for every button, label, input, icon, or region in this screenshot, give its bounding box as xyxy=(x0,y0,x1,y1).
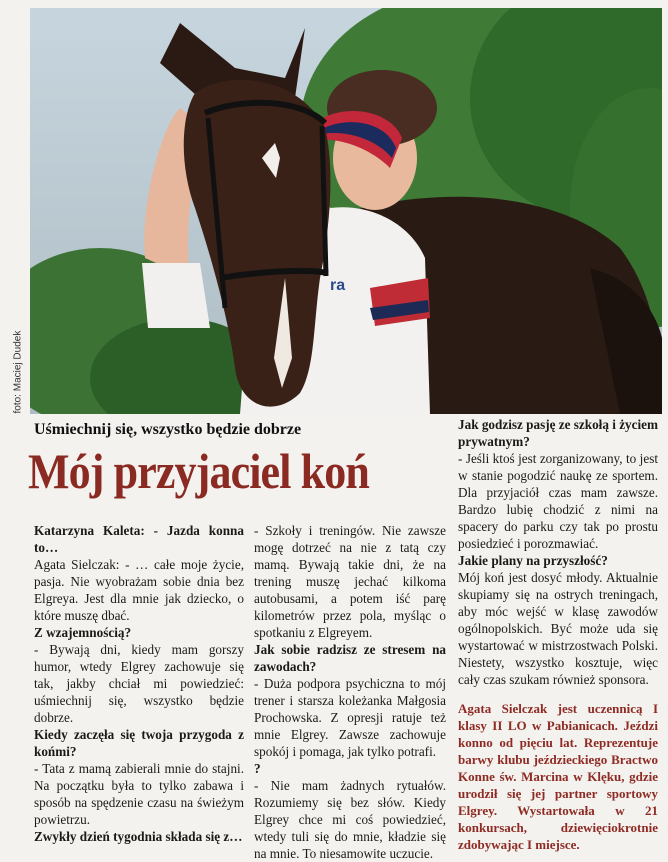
interview-question: ? xyxy=(254,761,261,776)
interview-question: Jakie plany na przyszłość? xyxy=(458,553,608,568)
interview-answer: Mój koń jest dosyć młody. Aktualnie skupiamy się na ostrych treningach, aby móc wejść w klasę zawodów ogólnopolskich. Być może uda się wystartować w mistrzostwach Polski. Niestety, wszystko kosztuje, więc cały czas szukam również sponsora. xyxy=(458,570,658,687)
article-kicker: Uśmiechnij się, wszystko będzie dobrze xyxy=(34,421,302,438)
photo-credit xyxy=(10,300,26,420)
interview-question: Jak godzisz pasję ze szkołą i życiem prywatnym? xyxy=(458,417,658,449)
interview-question: Jak sobie radzisz ze stresem na zawodach? xyxy=(254,642,446,674)
article-column-1 xyxy=(34,522,244,845)
interview-question: Kiedy zaczęła się twoja przygoda z końmi? xyxy=(34,727,244,759)
article-headline: Mój przyjaciel koń xyxy=(28,443,369,499)
shirt-print: ra xyxy=(330,277,346,294)
interview-answer: - Nie mam żadnych rytuałów. Rozumiemy się bez słów. Kiedy Elgrey chce mi coś powiedzieć, wtedy tuli się do mnie, kładzie się na mnie. To niesamowite uczucie. xyxy=(254,778,446,861)
interview-answer: - Duża podpora psychiczna to mój trener i starsza koleżanka Małgosia Prochowska. Z opresji ratuje też mnie Elgrey. Zawsze zachowuje spokój i pomaga, jak tylko potrafi. xyxy=(254,676,446,759)
interview-question: Zwykły dzień tygodnia składa się z… xyxy=(34,829,243,844)
athlete-bio: Agata Sielczak jest uczennicą I klasy II LO w Pabianicach. Jeździ konno od pięciu lat. Reprezentuje barwy klubu jeździeckiego Bractwo Konne św. Marcina w Klęku, gdzie urodził się jej partner sportowy Elgrey. Wystartowała w 21 konkursach, dziewięciokrotnie zdobywając I miejsce. xyxy=(458,701,658,852)
interview-answer: Agata Sielczak: - … całe moje życie, pasja. Nie wyobrażam sobie dnia bez Elgreya. Jest dla mnie jak dziecko, o które muszę dbać. xyxy=(34,557,244,623)
photo-credit-text: foto: Maciej Dudek xyxy=(12,330,24,414)
article-column-3 xyxy=(458,416,658,853)
interview-question: Katarzyna Kaleta: - Jazda konna to… xyxy=(34,523,244,555)
article-photo xyxy=(30,8,662,414)
interview-answer: - Bywają dni, kiedy mam gorszy humor, wtedy Elgrey zachowuje się tak, jakby chciał mi powiedzieć: uśmiechnij się, wszystko będzie dobrze. xyxy=(34,642,244,725)
interview-question: Z wzajemnością? xyxy=(34,625,132,640)
article-column-2 xyxy=(254,522,446,862)
interview-answer: - Jeśli ktoś jest zorganizowany, to jest w stanie pogodzić naukę ze sportem. Dla przyjaciół czas mam zawsze. Bardzo lubię chodzić z nimi na spacery do parku czy tak po prostu posiedzieć i porozmawiać. xyxy=(458,451,658,551)
interview-answer: - Tata z mamą zabierali mnie do stajni. Na początku była to tylko zabawa i sposób na spędzenie czasu na świeżym powietrzu. xyxy=(34,761,244,827)
photo-illustration xyxy=(30,8,662,414)
interview-answer: - Szkoły i treningów. Nie zawsze mogę dotrzeć na nie z tatą czy mamą. Bywają takie dni, że na trening muszę jechać kilkoma autobusami, a potem iść parę kilometrów przez pola, myśląc o spotkaniu z Elgreyem. xyxy=(254,523,446,640)
